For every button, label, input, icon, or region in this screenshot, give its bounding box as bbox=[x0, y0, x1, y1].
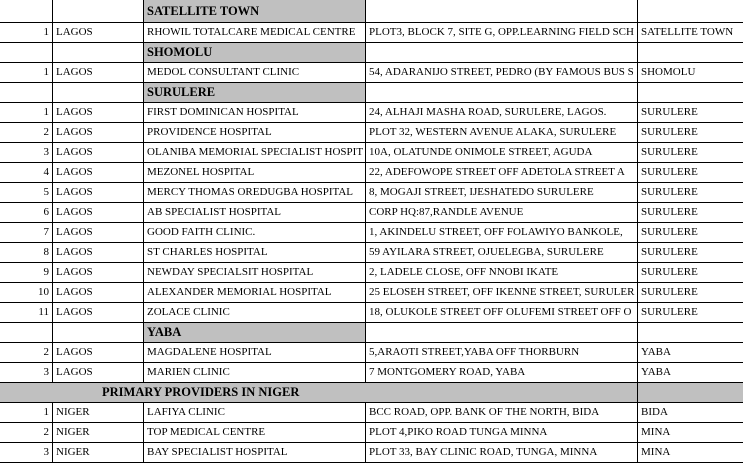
banner-blank-cell[interactable] bbox=[638, 383, 743, 402]
address-cell[interactable] bbox=[366, 0, 638, 22]
state-cell[interactable]: LAGOS bbox=[53, 343, 144, 362]
state-cell[interactable]: LAGOS bbox=[53, 163, 144, 182]
area-cell[interactable]: SURULERE bbox=[641, 306, 698, 318]
address-cell[interactable]: BCC ROAD, OPP. BANK OF THE NORTH, BIDA bbox=[366, 403, 638, 422]
address-cell[interactable]: 54, ADARANIJO STREET, PEDRO (BY FAMOUS BUS S bbox=[366, 63, 638, 82]
state-cell[interactable]: LAGOS bbox=[53, 203, 144, 222]
state-cell[interactable]: LAGOS bbox=[53, 23, 144, 42]
row-number-cell[interactable]: 7 bbox=[0, 223, 53, 242]
state-cell[interactable] bbox=[53, 0, 144, 22]
state-cell[interactable]: LAGOS bbox=[53, 143, 144, 162]
row-number-cell[interactable]: 4 bbox=[0, 163, 53, 182]
table-row bbox=[0, 63, 743, 83]
table-row bbox=[0, 203, 743, 223]
area-cell[interactable] bbox=[638, 43, 743, 62]
row-number-cell[interactable] bbox=[0, 83, 53, 102]
state-banner-title[interactable]: PRIMARY PROVIDERS IN NIGER bbox=[0, 383, 638, 402]
table-row bbox=[0, 103, 743, 123]
table-row bbox=[0, 403, 743, 423]
area-cell[interactable]: MINA bbox=[641, 426, 671, 438]
area-cell[interactable]: SURULERE bbox=[641, 206, 698, 218]
area-cell[interactable]: YABA bbox=[641, 366, 671, 378]
area-cell[interactable]: SATELLITE TOWN bbox=[641, 26, 734, 38]
area-cell[interactable] bbox=[638, 83, 743, 102]
address-cell[interactable]: PLOT 32, WESTERN AVENUE ALAKA, SURULERE bbox=[366, 123, 638, 142]
provider-name-cell[interactable]: AB SPECIALIST HOSPITAL bbox=[144, 203, 366, 222]
state-cell[interactable] bbox=[53, 83, 144, 102]
state-cell[interactable]: LAGOS bbox=[53, 283, 144, 302]
state-cell[interactable]: LAGOS bbox=[53, 103, 144, 122]
provider-name-cell[interactable]: ZOLACE CLINIC bbox=[144, 303, 366, 322]
address-cell[interactable]: 5,ARAOTI STREET,YABA OFF THORBURN bbox=[366, 343, 638, 362]
table-row bbox=[0, 123, 743, 143]
area-cell[interactable]: MINA bbox=[641, 446, 671, 458]
state-cell[interactable]: LAGOS bbox=[53, 263, 144, 282]
section-header-row bbox=[0, 43, 743, 63]
row-number-cell[interactable]: 2 bbox=[0, 343, 53, 362]
row-number-cell[interactable]: 1 bbox=[0, 103, 53, 122]
state-cell[interactable]: LAGOS bbox=[53, 243, 144, 262]
provider-name-cell[interactable]: MEDOL CONSULTANT CLINIC bbox=[144, 63, 366, 82]
area-cell[interactable] bbox=[638, 323, 743, 342]
table-row bbox=[0, 343, 743, 363]
area-cell[interactable]: SURULERE bbox=[641, 166, 698, 178]
row-number-cell[interactable]: 6 bbox=[0, 203, 53, 222]
table-row bbox=[0, 303, 743, 323]
row-number-cell[interactable]: 2 bbox=[0, 123, 53, 142]
provider-name-cell[interactable]: TOP MEDICAL CENTRE bbox=[144, 423, 366, 442]
section-title-cell[interactable]: SURULERE bbox=[144, 83, 366, 102]
area-cell[interactable]: SURULERE bbox=[641, 246, 698, 258]
section-title-cell[interactable]: SHOMOLU bbox=[144, 43, 366, 62]
row-number-cell[interactable]: 1 bbox=[0, 63, 53, 82]
row-number-cell[interactable]: 11 bbox=[0, 303, 53, 322]
section-header-row bbox=[0, 83, 743, 103]
row-number-cell[interactable] bbox=[0, 43, 53, 62]
address-cell[interactable]: 22, ADEFOWOPE STREET OFF ADETOLA STREET A bbox=[366, 163, 638, 182]
address-cell[interactable]: 8, MOGAJI STREET, IJESHATEDO SURULERE bbox=[366, 183, 638, 202]
provider-name-cell[interactable]: FIRST DOMINICAN HOSPITAL bbox=[144, 103, 366, 122]
table-row bbox=[0, 223, 743, 243]
row-number-cell[interactable]: 1 bbox=[0, 23, 53, 42]
address-cell[interactable]: PLOT3, BLOCK 7, SITE G, OPP.LEARNING FIELD SCH bbox=[366, 23, 638, 42]
address-cell[interactable]: PLOT 4,PIKO ROAD TUNGA MINNA bbox=[366, 423, 638, 442]
area-cell[interactable]: SURULERE bbox=[641, 226, 698, 238]
provider-name-cell[interactable]: MEZONEL HOSPITAL bbox=[144, 163, 366, 182]
address-cell[interactable]: PLOT 33, BAY CLINIC ROAD, TUNGA, MINNA bbox=[366, 443, 638, 462]
row-number-cell[interactable]: 9 bbox=[0, 263, 53, 282]
table-row bbox=[0, 263, 743, 283]
area-cell[interactable]: SURULERE bbox=[641, 126, 698, 138]
area-cell[interactable]: SHOMOLU bbox=[641, 66, 696, 78]
state-cell[interactable]: LAGOS bbox=[53, 363, 144, 382]
address-cell[interactable] bbox=[366, 323, 638, 342]
state-cell[interactable]: LAGOS bbox=[53, 123, 144, 142]
state-cell[interactable]: LAGOS bbox=[53, 303, 144, 322]
area-cell[interactable]: SURULERE bbox=[641, 266, 698, 278]
table-row bbox=[0, 163, 743, 183]
provider-name-cell[interactable]: GOOD FAITH CLINIC. bbox=[144, 223, 366, 242]
table-row bbox=[0, 363, 743, 383]
state-banner-row bbox=[0, 383, 743, 403]
provider-name-cell[interactable]: OLANIBA MEMORIAL SPECIALIST HOSPIT bbox=[144, 143, 366, 162]
provider-name-cell[interactable]: MAGDALENE HOSPITAL bbox=[144, 343, 366, 362]
area-cell[interactable]: SURULERE bbox=[641, 146, 698, 158]
address-cell[interactable]: 24, ALHAJI MASHA ROAD, SURULERE, LAGOS. bbox=[366, 103, 638, 122]
row-number-cell[interactable]: 1 bbox=[0, 403, 53, 422]
row-number-cell[interactable]: 3 bbox=[0, 143, 53, 162]
row-number-cell[interactable]: 3 bbox=[0, 443, 53, 462]
row-number-cell[interactable]: 2 bbox=[0, 423, 53, 442]
row-number-cell[interactable]: 5 bbox=[0, 183, 53, 202]
address-cell[interactable]: 2, LADELE CLOSE, OFF NNOBI IKATE bbox=[366, 263, 638, 282]
address-cell[interactable]: CORP HQ:87,RANDLE AVENUE bbox=[366, 203, 638, 222]
address-cell[interactable]: 25 ELOSEH STREET, OFF IKENNE STREET, SURULER bbox=[366, 283, 638, 302]
state-cell[interactable] bbox=[53, 43, 144, 62]
provider-name-cell[interactable]: MARIEN CLINIC bbox=[144, 363, 366, 382]
area-cell[interactable]: BIDA bbox=[641, 406, 668, 418]
state-cell[interactable]: LAGOS bbox=[53, 223, 144, 242]
table-row bbox=[0, 23, 743, 43]
section-title-cell[interactable]: YABA bbox=[144, 323, 366, 342]
address-cell[interactable]: 7 MONTGOMERY ROAD, YABA bbox=[366, 363, 638, 382]
address-cell[interactable]: 18, OLUKOLE STREET OFF OLUFEMI STREET OFF O bbox=[366, 303, 638, 322]
state-cell[interactable]: NIGER bbox=[53, 443, 144, 462]
address-cell[interactable]: 59 AYILARA STREET, OJUELEGBA, SURULERE bbox=[366, 243, 638, 262]
area-cell[interactable]: SURULERE bbox=[641, 186, 698, 198]
row-number-cell[interactable]: 3 bbox=[0, 363, 53, 382]
row-number-cell[interactable] bbox=[0, 323, 53, 342]
provider-name-cell[interactable]: MERCY THOMAS OREDUGBA HOSPITAL bbox=[144, 183, 366, 202]
row-number-cell[interactable]: 10 bbox=[0, 283, 53, 302]
address-cell[interactable]: 10A, OLATUNDE ONIMOLE STREET, AGUDA bbox=[366, 143, 638, 162]
area-cell[interactable]: SURULERE bbox=[641, 286, 698, 298]
state-cell[interactable]: LAGOS bbox=[53, 63, 144, 82]
row-number-cell[interactable] bbox=[0, 0, 53, 22]
provider-name-cell[interactable]: ALEXANDER MEMORIAL HOSPITAL bbox=[144, 283, 366, 302]
table-row bbox=[0, 283, 743, 303]
section-title-cell[interactable]: SATELLITE TOWN bbox=[144, 0, 366, 22]
table-row bbox=[0, 443, 743, 463]
table-row bbox=[0, 143, 743, 163]
area-cell[interactable]: YABA bbox=[641, 346, 671, 358]
table-row bbox=[0, 183, 743, 203]
provider-name-cell[interactable]: RHOWIL TOTALCARE MEDICAL CENTRE bbox=[144, 23, 366, 42]
area-cell[interactable]: SURULERE bbox=[641, 106, 698, 118]
address-cell[interactable] bbox=[366, 43, 638, 62]
address-cell[interactable]: 1, AKINDELU STREET, OFF FOLAWIYO BANKOLE, bbox=[366, 223, 638, 242]
provider-name-cell[interactable]: PROVIDENCE HOSPITAL bbox=[144, 123, 366, 142]
row-number-cell[interactable]: 8 bbox=[0, 243, 53, 262]
state-cell[interactable]: NIGER bbox=[53, 423, 144, 442]
state-cell[interactable]: NIGER bbox=[53, 403, 144, 422]
provider-name-cell[interactable]: LAFIYA CLINIC bbox=[144, 403, 366, 422]
section-header-row bbox=[0, 0, 743, 23]
table-row bbox=[0, 243, 743, 263]
area-cell[interactable] bbox=[638, 0, 743, 22]
provider-name-cell[interactable]: BAY SPECIALIST HOSPITAL bbox=[144, 443, 366, 462]
section-header-row bbox=[0, 323, 743, 343]
provider-name-cell[interactable]: NEWDAY SPECIALSIT HOSPITAL bbox=[144, 263, 366, 282]
provider-name-cell[interactable]: ST CHARLES HOSPITAL bbox=[144, 243, 366, 262]
state-cell[interactable] bbox=[53, 323, 144, 342]
state-cell[interactable]: LAGOS bbox=[53, 183, 144, 202]
address-cell[interactable] bbox=[366, 83, 638, 102]
table-row bbox=[0, 423, 743, 443]
